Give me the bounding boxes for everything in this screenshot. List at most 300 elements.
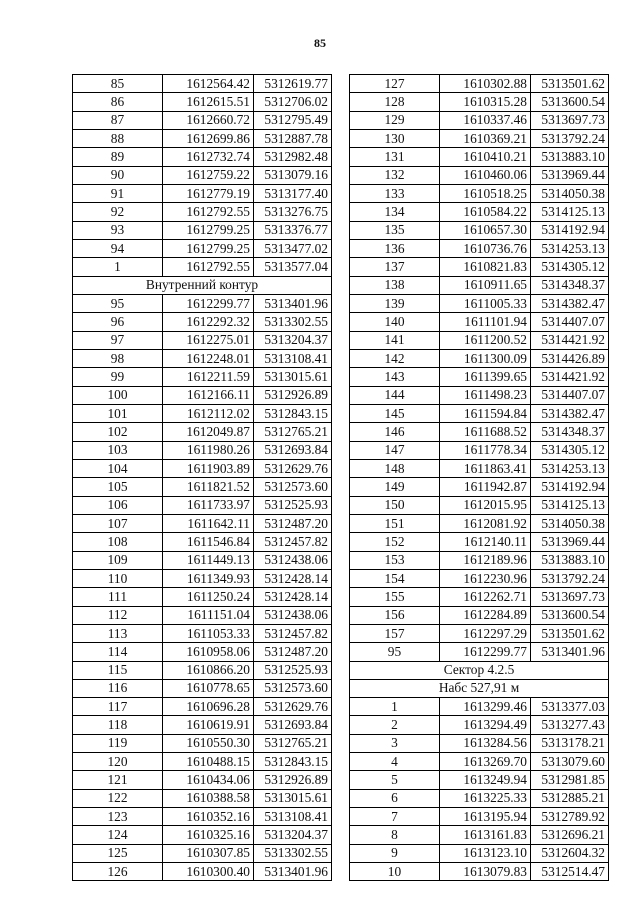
point-number: 90 — [73, 166, 163, 184]
coordinate-y: 5313600.54 — [531, 93, 609, 111]
coordinate-x: 1612049.87 — [163, 423, 254, 441]
table-row — [350, 771, 609, 789]
point-number: 152 — [350, 533, 440, 551]
table-row — [350, 93, 609, 111]
point-number: 151 — [350, 514, 440, 532]
point-number: 104 — [73, 459, 163, 477]
coordinate-x: 1612166.11 — [163, 386, 254, 404]
point-number: 107 — [73, 514, 163, 532]
coordinate-x: 1610657.30 — [440, 221, 531, 239]
point-number: 154 — [350, 569, 440, 587]
table-row — [73, 148, 332, 166]
coordinate-x: 1612015.95 — [440, 496, 531, 514]
coordinate-x: 1613284.56 — [440, 734, 531, 752]
coordinate-x: 1612779.19 — [163, 184, 254, 202]
table-row — [350, 441, 609, 459]
coordinate-y: 5313177.40 — [254, 184, 332, 202]
coordinate-y: 5312457.82 — [254, 624, 332, 642]
coordinate-y: 5312693.84 — [254, 441, 332, 459]
coordinate-x: 1612660.72 — [163, 111, 254, 129]
table-row — [350, 514, 609, 532]
point-number: 102 — [73, 423, 163, 441]
point-number: 1 — [350, 698, 440, 716]
point-number: 140 — [350, 313, 440, 331]
coordinate-y: 5313015.61 — [254, 789, 332, 807]
table-row — [350, 313, 609, 331]
coordinate-y: 5314382.47 — [531, 404, 609, 422]
coordinate-x: 1610337.46 — [440, 111, 531, 129]
table-row — [73, 239, 332, 257]
coordinate-y: 5313108.41 — [254, 349, 332, 367]
coordinate-x: 1613225.33 — [440, 789, 531, 807]
coordinate-y: 5313204.37 — [254, 826, 332, 844]
point-number: 5 — [350, 771, 440, 789]
coordinate-y: 5313178.21 — [531, 734, 609, 752]
coordinate-x: 1611778.34 — [440, 441, 531, 459]
table-row — [73, 771, 332, 789]
coordinate-y: 5312457.82 — [254, 533, 332, 551]
coordinate-x: 1612081.92 — [440, 514, 531, 532]
coordinate-y: 5313376.77 — [254, 221, 332, 239]
point-number: 128 — [350, 93, 440, 111]
coordinate-y: 5313277.43 — [531, 716, 609, 734]
coordinate-y: 5312706.02 — [254, 93, 332, 111]
table-row — [73, 514, 332, 532]
coordinate-y: 5313015.61 — [254, 368, 332, 386]
coordinate-y: 5312438.06 — [254, 606, 332, 624]
point-number: 133 — [350, 184, 440, 202]
table-row — [73, 386, 332, 404]
coordinate-y: 5312514.47 — [531, 863, 609, 881]
point-number: 94 — [73, 239, 163, 257]
point-number: 88 — [73, 129, 163, 147]
table-row — [73, 863, 332, 881]
table-row — [73, 459, 332, 477]
table-row — [350, 459, 609, 477]
table-row — [73, 111, 332, 129]
table-row — [73, 716, 332, 734]
table-row — [73, 844, 332, 862]
point-number: 106 — [73, 496, 163, 514]
coordinate-x: 1612292.32 — [163, 313, 254, 331]
coordinate-x: 1610866.20 — [163, 661, 254, 679]
coordinate-x: 1610619.91 — [163, 716, 254, 734]
coordinate-y: 5313969.44 — [531, 533, 609, 551]
table-row — [73, 404, 332, 422]
point-number: 150 — [350, 496, 440, 514]
coordinate-x: 1612759.22 — [163, 166, 254, 184]
point-number: 141 — [350, 331, 440, 349]
coordinate-y: 5314426.89 — [531, 349, 609, 367]
table-row — [73, 258, 332, 276]
table-row — [350, 496, 609, 514]
coordinate-x: 1610369.21 — [440, 129, 531, 147]
section-header: Сектор 4.2.5 — [350, 661, 609, 679]
table-row — [350, 551, 609, 569]
point-number: 132 — [350, 166, 440, 184]
table-row — [350, 386, 609, 404]
coordinate-y: 5312619.77 — [254, 75, 332, 93]
coordinate-x: 1611349.93 — [163, 569, 254, 587]
coordinate-x: 1611200.52 — [440, 331, 531, 349]
coordinate-x: 1610325.16 — [163, 826, 254, 844]
table-row — [350, 588, 609, 606]
point-number: 97 — [73, 331, 163, 349]
point-number: 138 — [350, 276, 440, 294]
table-row — [73, 313, 332, 331]
table-row — [350, 478, 609, 496]
coordinate-x: 1613269.70 — [440, 753, 531, 771]
coordinate-x: 1610778.65 — [163, 679, 254, 697]
table-row — [73, 441, 332, 459]
table-row — [73, 129, 332, 147]
table-row — [350, 148, 609, 166]
coordinate-x: 1611151.04 — [163, 606, 254, 624]
point-number: 85 — [73, 75, 163, 93]
coordinate-y: 5313600.54 — [531, 606, 609, 624]
coordinate-y: 5312843.15 — [254, 404, 332, 422]
table-row — [73, 734, 332, 752]
coordinate-y: 5312629.76 — [254, 698, 332, 716]
table-row — [350, 258, 609, 276]
coordinate-y: 5313501.62 — [531, 624, 609, 642]
coordinate-y: 5313079.16 — [254, 166, 332, 184]
coordinate-y: 5313477.02 — [254, 239, 332, 257]
point-number: 91 — [73, 184, 163, 202]
coordinate-y: 5312981.85 — [531, 771, 609, 789]
table-row — [73, 294, 332, 312]
table-row — [350, 75, 609, 93]
point-number: 95 — [350, 643, 440, 661]
table-row — [73, 753, 332, 771]
point-number: 1 — [73, 258, 163, 276]
point-number: 123 — [73, 808, 163, 826]
point-number: 121 — [73, 771, 163, 789]
point-number: 87 — [73, 111, 163, 129]
coordinate-x: 1613123.10 — [440, 844, 531, 862]
point-number: 3 — [350, 734, 440, 752]
coordinate-y: 5313079.60 — [531, 753, 609, 771]
point-number: 113 — [73, 624, 163, 642]
point-number: 156 — [350, 606, 440, 624]
coordinate-x: 1611942.87 — [440, 478, 531, 496]
table-row — [350, 111, 609, 129]
coordinate-y: 5312795.49 — [254, 111, 332, 129]
table-row — [350, 606, 609, 624]
coordinate-y: 5313792.24 — [531, 129, 609, 147]
point-number: 129 — [350, 111, 440, 129]
table-row — [73, 331, 332, 349]
coordinate-x: 1612732.74 — [163, 148, 254, 166]
point-number: 2 — [350, 716, 440, 734]
coordinate-x: 1611863.41 — [440, 459, 531, 477]
coordinate-y: 5314253.13 — [531, 239, 609, 257]
coordinate-x: 1612275.01 — [163, 331, 254, 349]
coordinate-y: 5312604.32 — [531, 844, 609, 862]
point-number: 139 — [350, 294, 440, 312]
point-number: 9 — [350, 844, 440, 862]
point-number: 130 — [350, 129, 440, 147]
coordinate-y: 5313204.37 — [254, 331, 332, 349]
point-number: 143 — [350, 368, 440, 386]
coordinate-y: 5313302.55 — [254, 313, 332, 331]
section-header-row — [73, 276, 332, 294]
point-number: 86 — [73, 93, 163, 111]
coordinate-x: 1613079.83 — [440, 863, 531, 881]
coordinate-y: 5312843.15 — [254, 753, 332, 771]
table-row — [350, 368, 609, 386]
coordinate-x: 1610958.06 — [163, 643, 254, 661]
table-row — [73, 478, 332, 496]
table-row — [73, 643, 332, 661]
point-number: 103 — [73, 441, 163, 459]
coordinate-x: 1610550.30 — [163, 734, 254, 752]
table-row — [350, 166, 609, 184]
coordinate-x: 1612284.89 — [440, 606, 531, 624]
coordinate-x: 1611498.23 — [440, 386, 531, 404]
point-number: 118 — [73, 716, 163, 734]
coordinate-x: 1610696.28 — [163, 698, 254, 716]
coordinate-y: 5314192.94 — [531, 478, 609, 496]
coordinate-x: 1611546.84 — [163, 533, 254, 551]
point-number: 93 — [73, 221, 163, 239]
table-row — [350, 239, 609, 257]
coordinate-x: 1612615.51 — [163, 93, 254, 111]
point-number: 92 — [73, 203, 163, 221]
coordinate-y: 5313577.04 — [254, 258, 332, 276]
point-number: 119 — [73, 734, 163, 752]
table-row — [350, 643, 609, 661]
coordinate-x: 1611300.09 — [440, 349, 531, 367]
table-row — [73, 93, 332, 111]
coordinate-x: 1611399.65 — [440, 368, 531, 386]
point-number: 98 — [73, 349, 163, 367]
point-number: 149 — [350, 478, 440, 496]
coordinate-y: 5313792.24 — [531, 569, 609, 587]
coordinate-y: 5314407.07 — [531, 313, 609, 331]
coordinate-y: 5312926.89 — [254, 386, 332, 404]
point-number: 124 — [73, 826, 163, 844]
coordinate-x: 1611449.13 — [163, 551, 254, 569]
coordinate-y: 5314348.37 — [531, 423, 609, 441]
table-row — [350, 844, 609, 862]
point-number: 116 — [73, 679, 163, 697]
coordinate-x: 1610302.88 — [440, 75, 531, 93]
coordinate-x: 1612792.55 — [163, 203, 254, 221]
coordinate-x: 1613249.94 — [440, 771, 531, 789]
point-number: 134 — [350, 203, 440, 221]
coordinate-x: 1611688.52 — [440, 423, 531, 441]
point-number: 131 — [350, 148, 440, 166]
coordinate-x: 1612799.25 — [163, 221, 254, 239]
table-row — [73, 789, 332, 807]
coordinate-y: 5312696.21 — [531, 826, 609, 844]
coordinate-x: 1612211.59 — [163, 368, 254, 386]
table-row — [350, 716, 609, 734]
table-row — [73, 368, 332, 386]
coordinate-y: 5314305.12 — [531, 258, 609, 276]
table-row — [73, 533, 332, 551]
coordinate-y: 5313276.75 — [254, 203, 332, 221]
coordinate-x: 1610584.22 — [440, 203, 531, 221]
point-number: 6 — [350, 789, 440, 807]
coordinate-y: 5314421.92 — [531, 331, 609, 349]
coordinate-y: 5312525.93 — [254, 496, 332, 514]
coordinate-x: 1613294.49 — [440, 716, 531, 734]
table-row — [350, 221, 609, 239]
coordinate-x: 1610460.06 — [440, 166, 531, 184]
coordinate-x: 1610736.76 — [440, 239, 531, 257]
coordinate-y: 5314421.92 — [531, 368, 609, 386]
point-number: 155 — [350, 588, 440, 606]
coordinate-x: 1611733.97 — [163, 496, 254, 514]
table-row — [73, 624, 332, 642]
coordinate-x: 1610307.85 — [163, 844, 254, 862]
point-number: 10 — [350, 863, 440, 881]
table-row — [350, 863, 609, 881]
point-number: 142 — [350, 349, 440, 367]
coordinate-y: 5314125.13 — [531, 203, 609, 221]
coordinate-y: 5312765.21 — [254, 734, 332, 752]
point-number: 117 — [73, 698, 163, 716]
point-number: 115 — [73, 661, 163, 679]
coordinate-x: 1612262.71 — [440, 588, 531, 606]
point-number: 95 — [73, 294, 163, 312]
table-row — [350, 404, 609, 422]
coordinate-y: 5314253.13 — [531, 459, 609, 477]
coordinate-x: 1610315.28 — [440, 93, 531, 111]
table-row — [350, 624, 609, 642]
coordinate-x: 1610911.65 — [440, 276, 531, 294]
coordinate-y: 5313377.03 — [531, 698, 609, 716]
point-number: 114 — [73, 643, 163, 661]
point-number: 127 — [350, 75, 440, 93]
point-number: 137 — [350, 258, 440, 276]
point-number: 8 — [350, 826, 440, 844]
table-row — [350, 184, 609, 202]
coordinates-table-left — [72, 74, 332, 881]
table-row — [350, 129, 609, 147]
coordinate-y: 5313883.10 — [531, 551, 609, 569]
point-number: 125 — [73, 844, 163, 862]
page-number: 85 — [314, 36, 326, 50]
point-number: 100 — [73, 386, 163, 404]
coordinate-y: 5312573.60 — [254, 478, 332, 496]
coordinate-x: 1610352.16 — [163, 808, 254, 826]
coordinate-x: 1612230.96 — [440, 569, 531, 587]
table-row — [350, 331, 609, 349]
coordinate-x: 1610300.40 — [163, 863, 254, 881]
point-number: 111 — [73, 588, 163, 606]
point-number: 96 — [73, 313, 163, 331]
point-number: 7 — [350, 808, 440, 826]
table-row — [350, 423, 609, 441]
table-row — [350, 203, 609, 221]
table-row — [350, 698, 609, 716]
table-row — [73, 221, 332, 239]
coordinate-y: 5313883.10 — [531, 148, 609, 166]
table-row — [350, 533, 609, 551]
point-number: 99 — [73, 368, 163, 386]
table-row — [73, 826, 332, 844]
point-number: 144 — [350, 386, 440, 404]
coordinate-y: 5312765.21 — [254, 423, 332, 441]
coordinate-x: 1612297.29 — [440, 624, 531, 642]
coordinate-x: 1612699.86 — [163, 129, 254, 147]
point-number: 4 — [350, 753, 440, 771]
point-number: 153 — [350, 551, 440, 569]
coordinate-x: 1612299.77 — [163, 294, 254, 312]
coordinate-y: 5314407.07 — [531, 386, 609, 404]
point-number: 105 — [73, 478, 163, 496]
coordinate-x: 1611903.89 — [163, 459, 254, 477]
table-row — [350, 753, 609, 771]
coordinate-y: 5312573.60 — [254, 679, 332, 697]
table-row — [350, 826, 609, 844]
point-number: 89 — [73, 148, 163, 166]
coordinate-x: 1612189.96 — [440, 551, 531, 569]
section-header-row — [350, 679, 609, 697]
coordinate-y: 5313401.96 — [254, 294, 332, 312]
table-row — [350, 349, 609, 367]
point-number: 109 — [73, 551, 163, 569]
coordinate-y: 5314125.13 — [531, 496, 609, 514]
coordinate-y: 5312693.84 — [254, 716, 332, 734]
point-number: 110 — [73, 569, 163, 587]
table-row — [73, 203, 332, 221]
table-row — [73, 349, 332, 367]
coordinate-y: 5312428.14 — [254, 588, 332, 606]
coordinate-y: 5314050.38 — [531, 184, 609, 202]
point-number: 135 — [350, 221, 440, 239]
coordinate-x: 1610518.25 — [440, 184, 531, 202]
section-header: Набс 527,91 м — [350, 679, 609, 697]
point-number: 126 — [73, 863, 163, 881]
table-row — [350, 734, 609, 752]
coordinate-x: 1611053.33 — [163, 624, 254, 642]
coordinate-y: 5312428.14 — [254, 569, 332, 587]
table-row — [73, 661, 332, 679]
coordinate-y: 5314348.37 — [531, 276, 609, 294]
coordinate-y: 5312789.92 — [531, 808, 609, 826]
coordinate-y: 5312629.76 — [254, 459, 332, 477]
coordinate-y: 5314050.38 — [531, 514, 609, 532]
coordinate-x: 1613299.46 — [440, 698, 531, 716]
coordinate-x: 1612140.11 — [440, 533, 531, 551]
coordinate-x: 1611821.52 — [163, 478, 254, 496]
table-row — [73, 184, 332, 202]
coordinate-y: 5312487.20 — [254, 514, 332, 532]
table-row — [350, 276, 609, 294]
point-number: 101 — [73, 404, 163, 422]
coordinate-y: 5312982.48 — [254, 148, 332, 166]
coordinate-x: 1612248.01 — [163, 349, 254, 367]
coordinate-x: 1611980.26 — [163, 441, 254, 459]
table-row — [73, 808, 332, 826]
section-header: Внутренний контур — [73, 276, 332, 294]
coordinate-y: 5312525.93 — [254, 661, 332, 679]
coordinate-x: 1611642.11 — [163, 514, 254, 532]
table-row — [73, 679, 332, 697]
coordinate-y: 5313108.41 — [254, 808, 332, 826]
point-number: 108 — [73, 533, 163, 551]
coordinate-y: 5312487.20 — [254, 643, 332, 661]
coordinate-x: 1610488.15 — [163, 753, 254, 771]
coordinate-x: 1612564.42 — [163, 75, 254, 93]
coordinate-y: 5313697.73 — [531, 111, 609, 129]
coordinate-x: 1612112.02 — [163, 404, 254, 422]
table-row — [73, 606, 332, 624]
